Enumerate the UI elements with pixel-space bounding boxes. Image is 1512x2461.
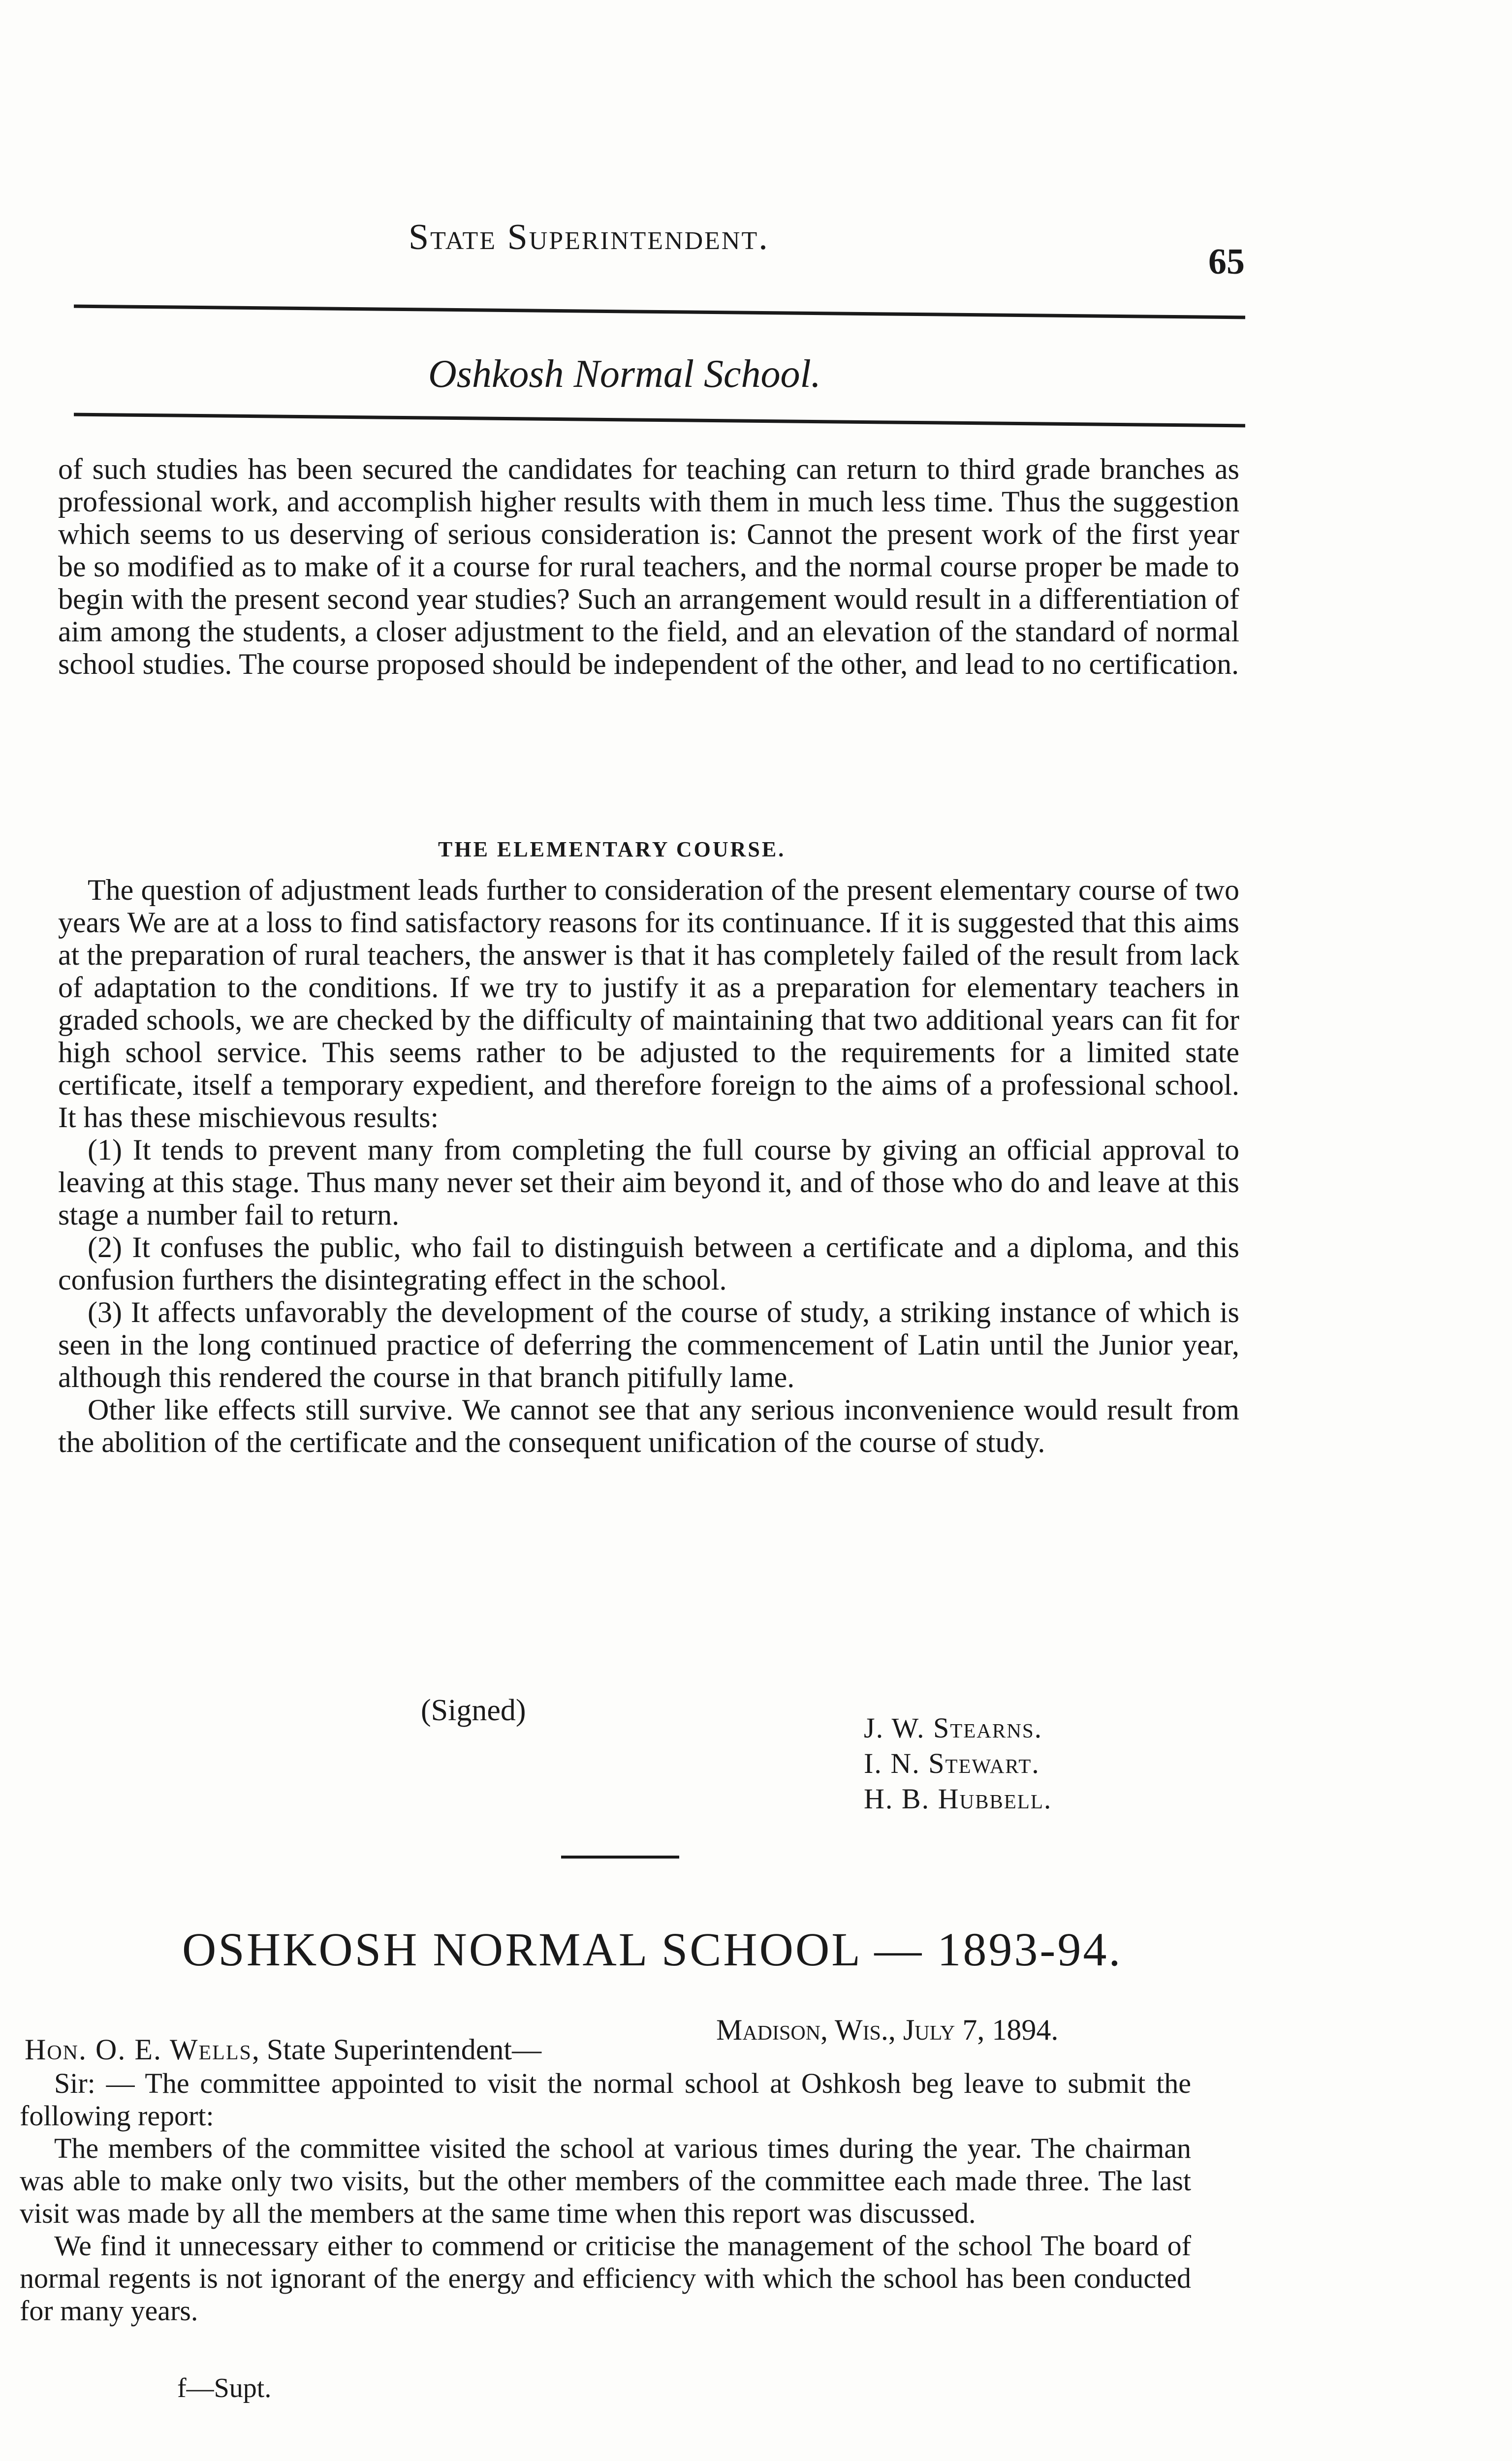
paragraph: Other like effects still survive. We cannot see that any serious inconvenience would result from the abolition of the certificate and the consequent unification of the course of study. bbox=[58, 1393, 1239, 1458]
elementary-course-body bbox=[58, 874, 1239, 1458]
paragraph: of such studies has been secured the candidates for teaching can return to third grade branches as professional work, and accomplish higher results with them in much less time. Thus the suggestion which seems to us deserving of serious consideration is: Cannot the present work of the first year be so modified as to make of it a course for rural teachers, and the normal course proper be made to begin with the present second year studies? Such an arrangement would result in a differentiation of aim among the students, a closer adjustment to the field, and an elevation of the standard of normal school studies. The course proposed should be independent of the other, and lead to no certification. bbox=[58, 453, 1239, 680]
paragraph: Sir: — The committee appointed to visit the normal school at Oshkosh beg leave to submit the following report: bbox=[20, 2067, 1191, 2132]
elementary-course-heading: THE ELEMENTARY COURSE. bbox=[438, 837, 786, 861]
salutation-title: , State Superintendent— bbox=[252, 2033, 542, 2066]
paragraph: (1) It tends to prevent many from completing the full course by giving an official approval to leaving at this stage. Thus many never set their aim beyond it, and of those who do and leave at this stage a number fail to return. bbox=[58, 1134, 1239, 1231]
signature-name: J. W. Stearns. bbox=[864, 1712, 1043, 1744]
header-rule-bottom bbox=[74, 413, 1245, 428]
signature-name: I. N. Stewart. bbox=[864, 1747, 1040, 1779]
section-head: Oshkosh Normal School. bbox=[428, 352, 821, 396]
paragraph: The question of adjustment leads further to consideration of the present elementary course of two years We are at a loss to find satisfactory reasons for its continuance. If it is suggested that this aims at the preparation of rural teachers, the answer is that it has completely failed of the result from lack of adaptation to the conditions. If we try to justify it as a preparation for elementary teachers in graded schools, we are checked by the difficulty of maintaining that two additional years can fit for high school service. This seems rather to be adjusted to the requirements for a limited state certificate, itself a temporary expedient, and therefore foreign to the aims of a professional school. It has these mischievous results: bbox=[58, 874, 1239, 1134]
dateline: Madison, Wis., July 7, 1894. bbox=[716, 2014, 1059, 2046]
report-body bbox=[20, 2067, 1191, 2327]
signature-name: H. B. Hubbell. bbox=[864, 1783, 1052, 1815]
report-title: OSHKOSH NORMAL SCHOOL — 1893-94. bbox=[182, 1923, 1123, 1976]
continued-paragraph bbox=[58, 453, 1239, 680]
salutation-name: Hon. O. E. Wells bbox=[25, 2033, 252, 2066]
paragraph: We find it unnecessary either to commend or criticise the management of the school The board of normal regents is not ignorant of the energy and efficiency with which the school has been conducted for many years. bbox=[20, 2230, 1191, 2327]
section-divider bbox=[561, 1856, 679, 1859]
signed-label: (Signed) bbox=[421, 1694, 526, 1727]
salutation bbox=[25, 2033, 541, 2067]
signature-block bbox=[864, 1710, 1052, 1817]
running-head: State Superintendent. bbox=[409, 217, 769, 257]
paragraph: (2) It confuses the public, who fail to distinguish between a certificate and a diploma, and this confusion furthers the disintegrating effect in the school. bbox=[58, 1231, 1239, 1296]
paragraph: The members of the committee visited the school at various times during the year. The chairman was able to make only two visits, but the other members of the committee each made three. The last visit was made by all the members at the same time when this report was discussed. bbox=[20, 2132, 1191, 2229]
page-number: 65 bbox=[1208, 242, 1245, 282]
header-rule-top bbox=[74, 305, 1245, 319]
signature-mark: f—Supt. bbox=[177, 2373, 272, 2403]
paragraph: (3) It affects unfavorably the development of the course of study, a striking instance of which is seen in the long continued practice of deferring the commencement of Latin until the Junior year, although this rendered the course in that branch pitifully lame. bbox=[58, 1296, 1239, 1393]
